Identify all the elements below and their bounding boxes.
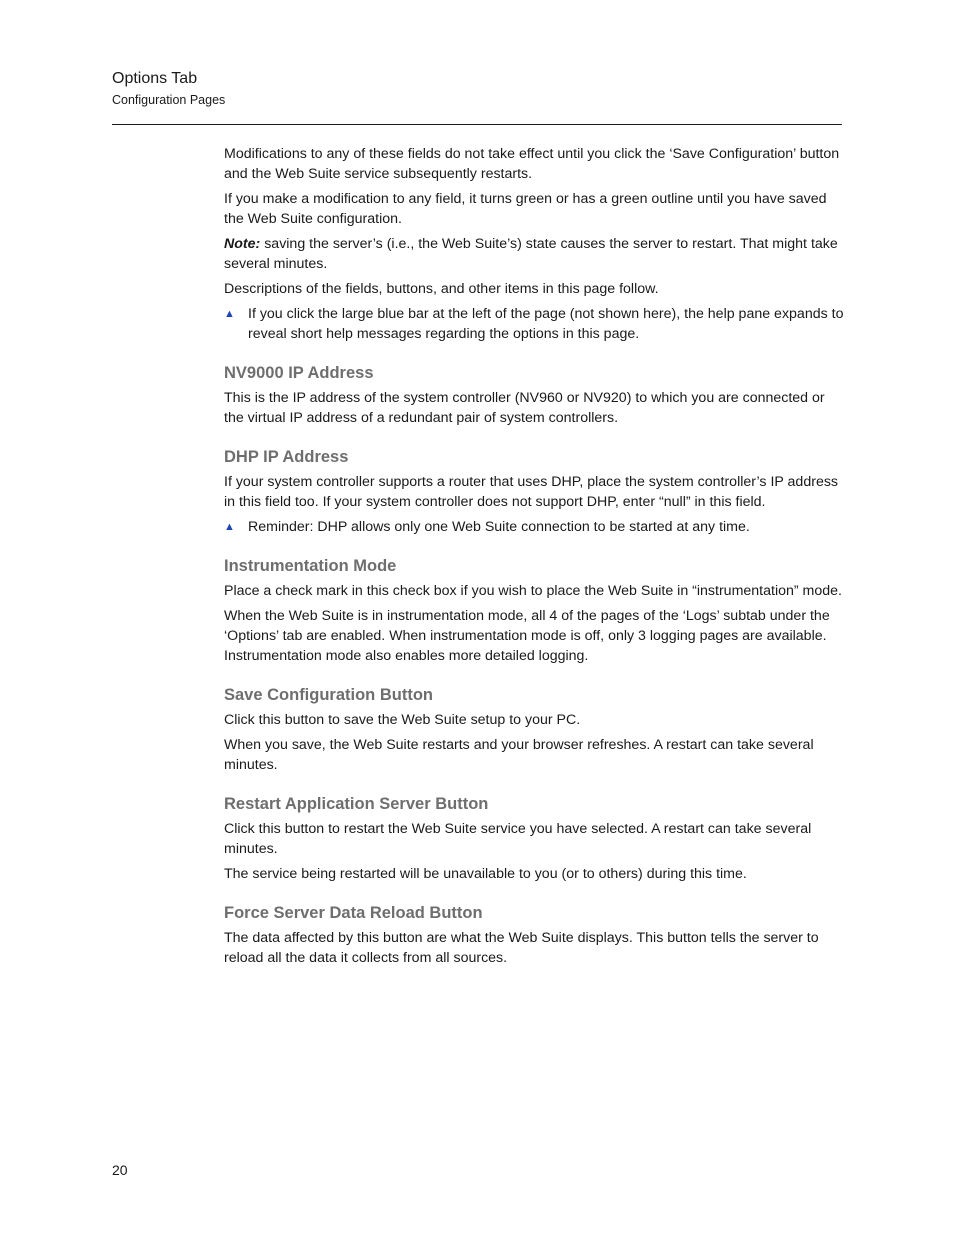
bullet-item bbox=[224, 304, 844, 344]
bullet-item bbox=[224, 517, 844, 537]
section-heading-restart: Restart Application Server Button bbox=[224, 795, 489, 813]
instrumentation-paragraph-1: Place a check mark in this check box if you wish to place the Web Suite in “instrumentation” mode. bbox=[224, 583, 842, 599]
section-heading-dhp: DHP IP Address bbox=[224, 448, 349, 466]
page-number: 20 bbox=[112, 1162, 128, 1178]
dhp-paragraph-1: If your system controller supports a router that uses DHP, place the system controller’s IP address in this field too. If your system controller does not support DHP, enter “null” in this field. bbox=[224, 474, 839, 510]
save-paragraph-2: When you save, the Web Suite restarts and your browser refreshes. A restart can take several minutes. bbox=[224, 737, 814, 773]
running-header-subtitle: Configuration Pages bbox=[112, 93, 226, 107]
bullet-text: Reminder: DHP allows only one Web Suite connection to be started at any time. bbox=[248, 519, 750, 535]
intro-paragraph-1: Modifications to any of these fields do not take effect until you click the ‘Save Configuration’ button and the Web Suite service subsequently restarts. bbox=[224, 146, 840, 182]
note-label: Note: bbox=[224, 236, 261, 252]
restart-paragraph-1: Click this button to restart the Web Suite service you have selected. A restart can take several minutes. bbox=[224, 821, 812, 857]
section-heading-force: Force Server Data Reload Button bbox=[224, 904, 483, 922]
blue-triangle-icon: ▲ bbox=[224, 308, 235, 320]
intro-paragraph-2: If you make a modification to any field, it turns green or has a green outline until you have saved the Web Suite configuration. bbox=[224, 191, 827, 227]
nv9000-paragraph-1: This is the IP address of the system controller (NV960 or NV920) to which you are connected or the virtual IP address of a redundant pair of system controllers. bbox=[224, 390, 825, 426]
instrumentation-paragraph-2: When the Web Suite is in instrumentation mode, all 4 of the pages of the ‘Logs’ subtab under the ‘Options’ tab are enabled. When instrumentation mode is off, only 3 logging pages are available. Instrumentation mode also enables more detailed logging. bbox=[224, 608, 830, 664]
note-text: saving the server’s (i.e., the Web Suite’s) state causes the server to restart. That might take several minutes. bbox=[224, 236, 838, 272]
save-paragraph-1: Click this button to save the Web Suite setup to your PC. bbox=[224, 712, 581, 728]
bullet-text: If you click the large blue bar at the left of the page (not shown here), the help pane expands to reveal short help messages regarding the options in this page. bbox=[248, 306, 844, 342]
force-paragraph-1: The data affected by this button are what the Web Suite displays. This button tells the server to reload all the data it collects from all sources. bbox=[224, 930, 819, 966]
header-rule bbox=[112, 124, 842, 125]
intro-paragraph-4: Descriptions of the fields, buttons, and other items in this page follow. bbox=[224, 281, 659, 297]
section-heading-save: Save Configuration Button bbox=[224, 686, 433, 704]
restart-paragraph-2: The service being restarted will be unavailable to you (or to others) during this time. bbox=[224, 866, 747, 882]
note-paragraph bbox=[224, 234, 844, 274]
section-heading-instrumentation: Instrumentation Mode bbox=[224, 557, 397, 575]
page-body bbox=[224, 144, 844, 973]
running-header-title: Options Tab bbox=[112, 70, 198, 87]
section-heading-nv9000: NV9000 IP Address bbox=[224, 364, 374, 382]
blue-triangle-icon: ▲ bbox=[224, 521, 235, 533]
